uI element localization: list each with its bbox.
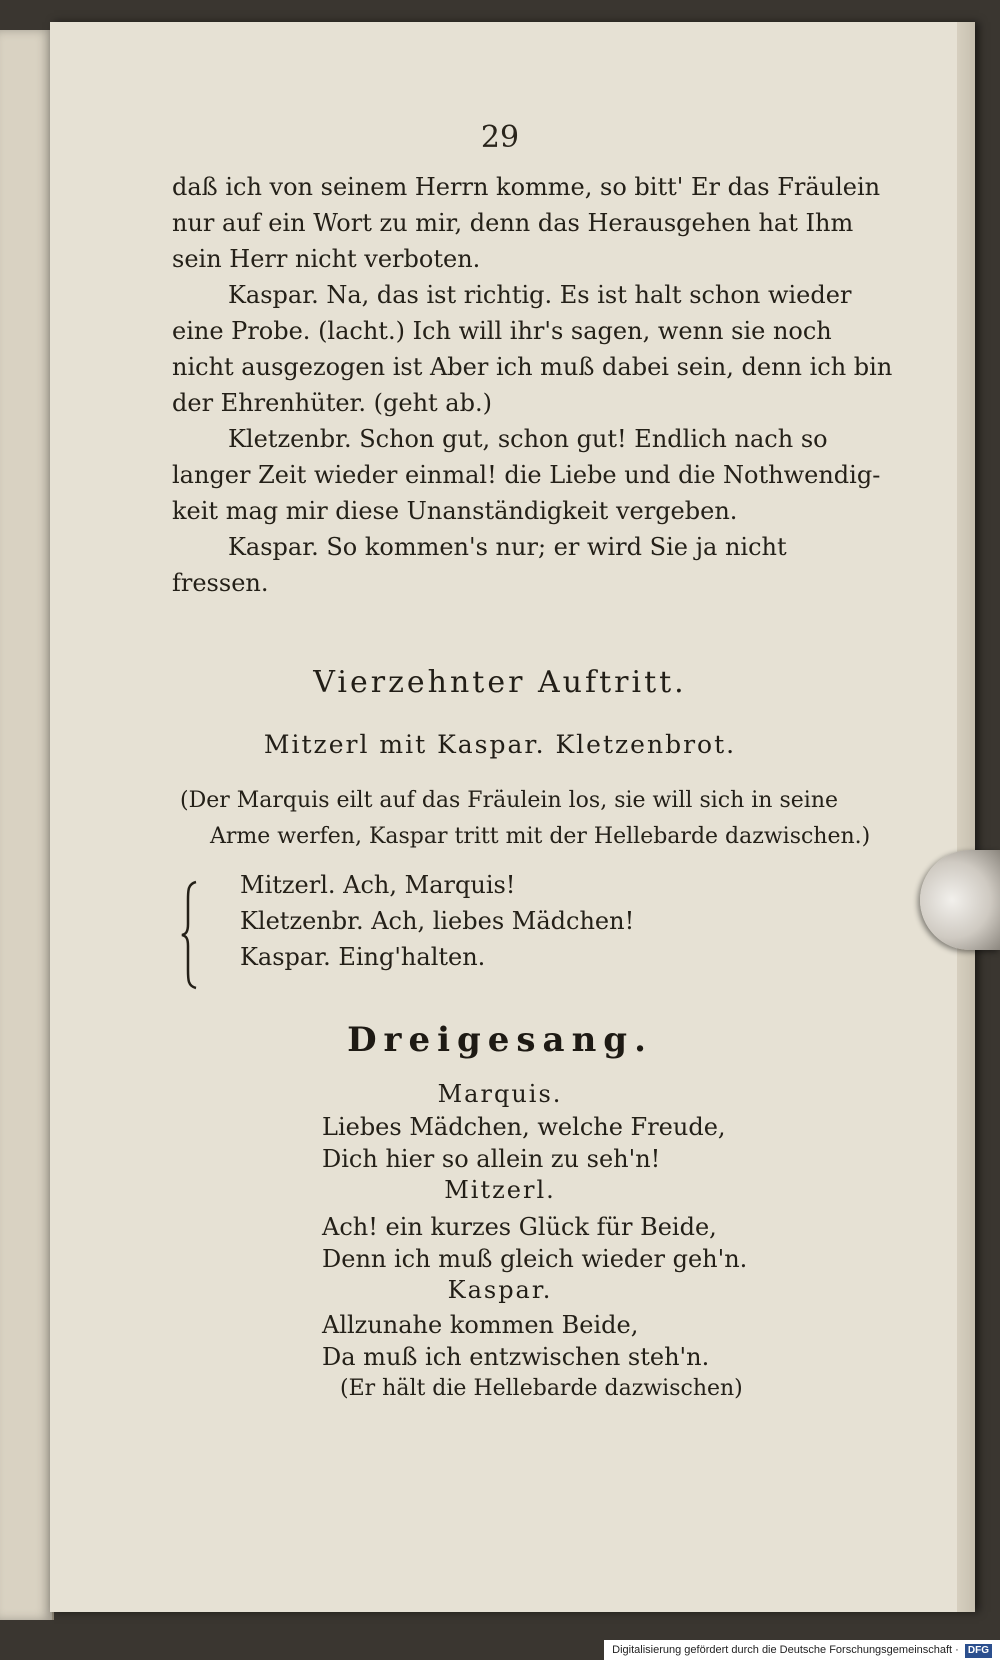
page-number: 29: [480, 120, 520, 155]
song-speaker: Kaspar.: [447, 1276, 553, 1304]
stage-direction-line: (Der Marquis eilt auf das Fräulein los, sie will sich in seine: [180, 788, 839, 813]
bracketed-line: Mitzerl. Ach, Marquis!: [240, 871, 516, 899]
text-line: Kletzenbr. Schon gut, schon gut! Endlich nach so: [228, 425, 828, 453]
song-title: Dreigesang.: [347, 1020, 653, 1060]
scene-characters: Mitzerl mit Kaspar. Kletzenbrot.: [263, 730, 737, 759]
text-line: eine Probe. (lacht.) Ich will ihr's sagen, wenn sie noch: [172, 317, 832, 345]
scene-heading: Vierzehnter Auftritt.: [313, 665, 687, 700]
song-stage-direction: (Er hält die Hellebarde dazwischen): [340, 1376, 743, 1401]
text-line: Kaspar. Na, das ist richtig. Es ist halt schon wieder: [228, 281, 852, 309]
curly-brace-icon: [180, 880, 200, 990]
footer-text: Digitalisierung gefördert durch die Deutsche Forschungsgemeinschaft ·: [612, 1644, 959, 1656]
song-line: Liebes Mädchen, welche Freude,: [322, 1113, 726, 1141]
text-line: Kaspar. So kommen's nur; er wird Sie ja nicht: [228, 533, 787, 561]
dfg-logo: DFG: [965, 1644, 992, 1658]
footer-credit: [604, 1640, 1000, 1660]
text-line: daß ich von seinem Herrn komme, so bitt' Er das Fräulein: [172, 173, 881, 201]
song-line: Allzunahe kommen Beide,: [322, 1311, 639, 1339]
text-line: der Ehrenhüter. (geht ab.): [172, 389, 492, 417]
left-page-edge: [0, 30, 54, 1620]
song-speaker: Mitzerl.: [444, 1176, 556, 1204]
page-edge: [957, 22, 975, 1612]
bracketed-line: Kaspar. Eing'halten.: [240, 943, 486, 971]
stage-direction-line: Arme werfen, Kaspar tritt mit der Hellebarde dazwischen.): [210, 824, 871, 849]
text-line: langer Zeit wieder einmal! die Liebe und die Nothwendig-: [172, 461, 881, 489]
text-line: fressen.: [172, 569, 269, 597]
bracketed-line: Kletzenbr. Ach, liebes Mädchen!: [240, 907, 635, 935]
text-line: sein Herr nicht verboten.: [172, 245, 481, 273]
text-line: nicht ausgezogen ist Aber ich muß dabei sein, denn ich bin: [172, 353, 893, 381]
text-line: nur auf ein Wort zu mir, denn das Herausgehen hat Ihm: [172, 209, 854, 237]
song-line: Dich hier so allein zu seh'n!: [322, 1145, 661, 1173]
song-line: Ach! ein kurzes Glück für Beide,: [322, 1213, 717, 1241]
song-line: Da muß ich entzwischen steh'n.: [322, 1343, 710, 1371]
text-line: keit mag mir diese Unanständigkeit vergeben.: [172, 497, 738, 525]
song-line: Denn ich muß gleich wieder geh'n.: [322, 1245, 748, 1273]
song-speaker: Marquis.: [437, 1080, 563, 1108]
